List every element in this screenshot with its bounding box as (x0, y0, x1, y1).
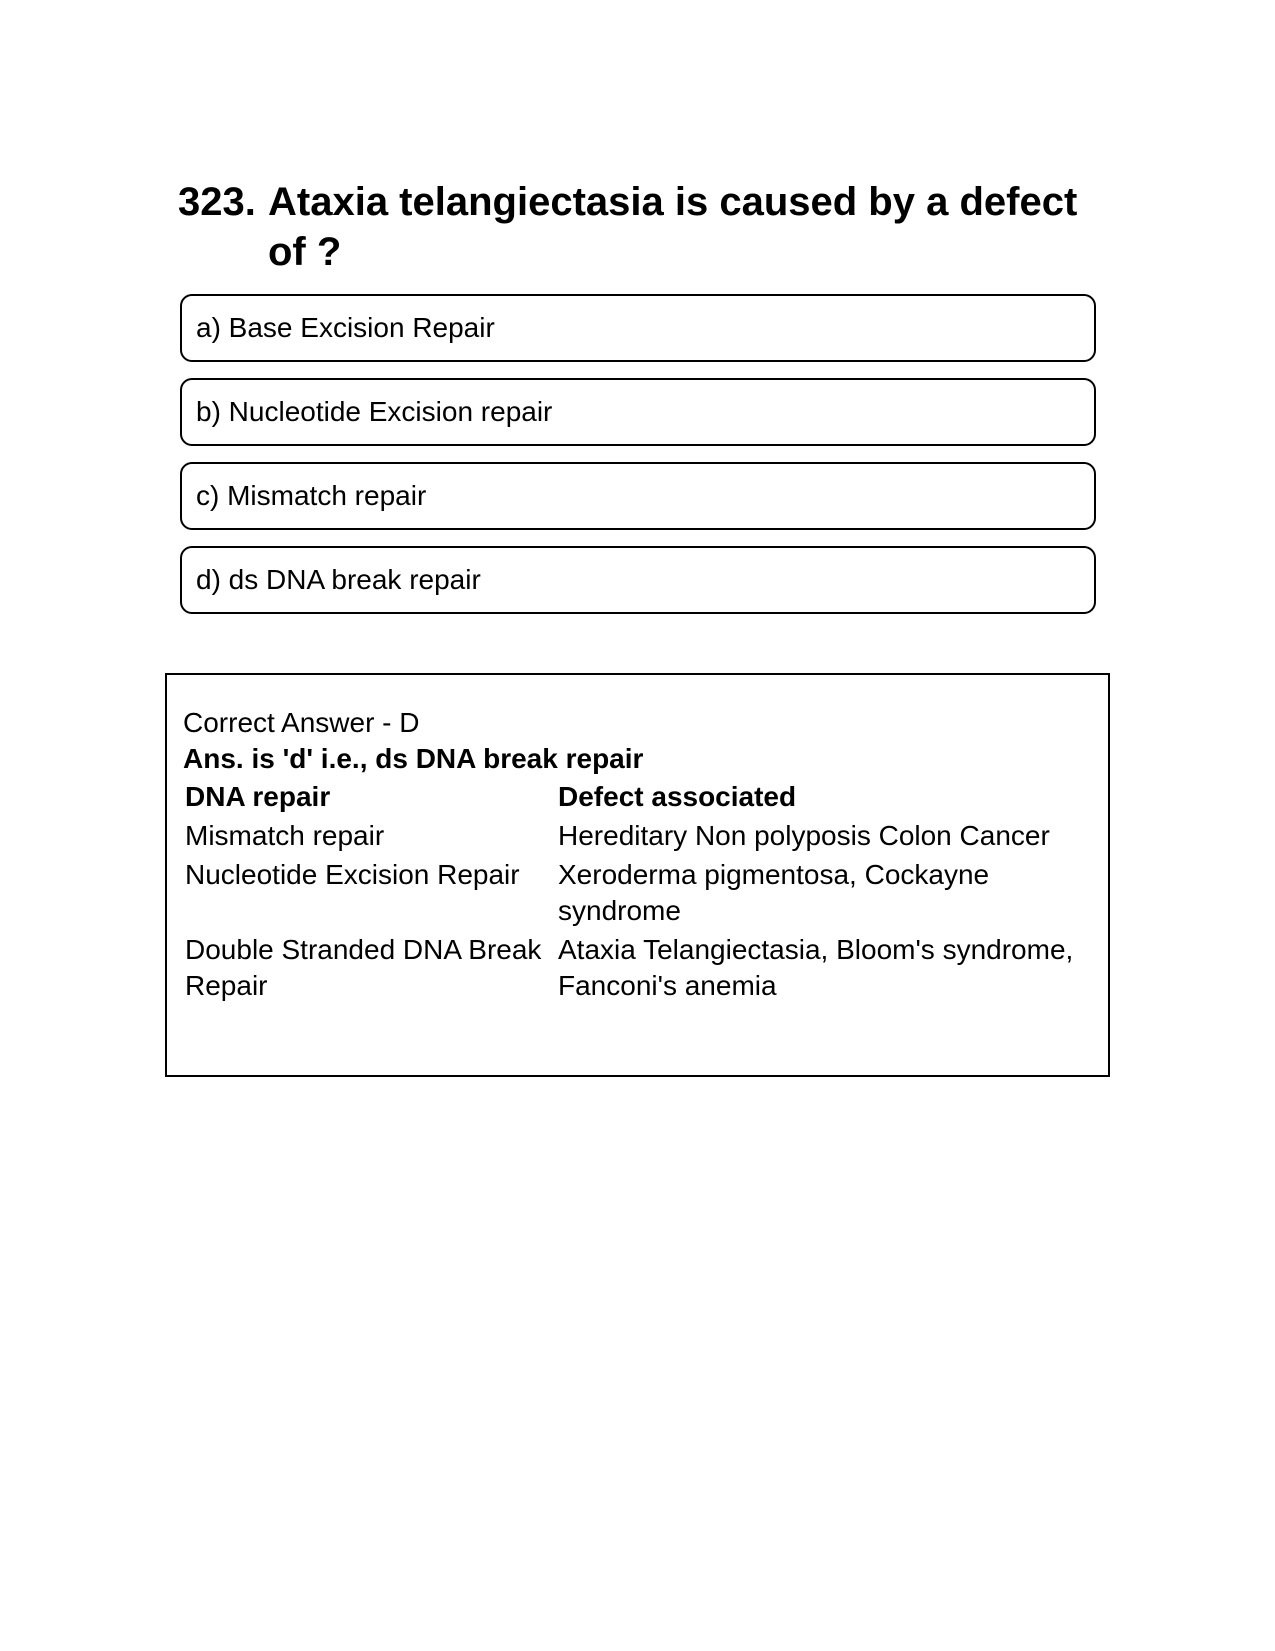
table-header-row (185, 779, 1098, 818)
question-text: Ataxia telangiectasia is caused by a defect of ? (268, 180, 1078, 274)
question-heading (178, 177, 1098, 277)
table-row (185, 857, 1098, 932)
table-cell-defect: Ataxia Telangiectasia, Bloom's syndrome, Fanconi's anemia (558, 934, 1074, 1001)
table-header-defect: Defect associated (558, 781, 797, 812)
dna-repair-table (185, 779, 1098, 1007)
option-a[interactable] (180, 294, 1096, 362)
table-cell-defect: Hereditary Non polyposis Colon Cancer (558, 820, 1050, 851)
table-cell-repair: Mismatch repair (185, 820, 385, 851)
option-b-label: b) Nucleotide Excision repair (196, 396, 553, 427)
answer-options (180, 294, 1096, 630)
correct-answer: Correct Answer - D (183, 707, 420, 738)
option-a-label: a) Base Excision Repair (196, 312, 495, 343)
table-row (185, 818, 1098, 857)
option-c-label: c) Mismatch repair (196, 480, 427, 511)
option-c[interactable] (180, 462, 1096, 530)
question-number: 323. (178, 180, 256, 224)
option-d-label: d) ds DNA break repair (196, 564, 481, 595)
table-cell-defect: Xeroderma pigmentosa, Cockayne syndrome (558, 859, 990, 926)
table-header-dna-repair: DNA repair (185, 781, 331, 812)
table-cell-repair: Nucleotide Excision Repair (185, 859, 520, 890)
table-cell-repair: Double Stranded DNA Break Repair (185, 934, 542, 1001)
answer-explanation: Ans. is 'd' i.e., ds DNA break repair (183, 743, 644, 774)
option-d[interactable] (180, 546, 1096, 614)
answer-explanation-box (165, 673, 1110, 1077)
option-b[interactable] (180, 378, 1096, 446)
table-row (185, 932, 1098, 1007)
